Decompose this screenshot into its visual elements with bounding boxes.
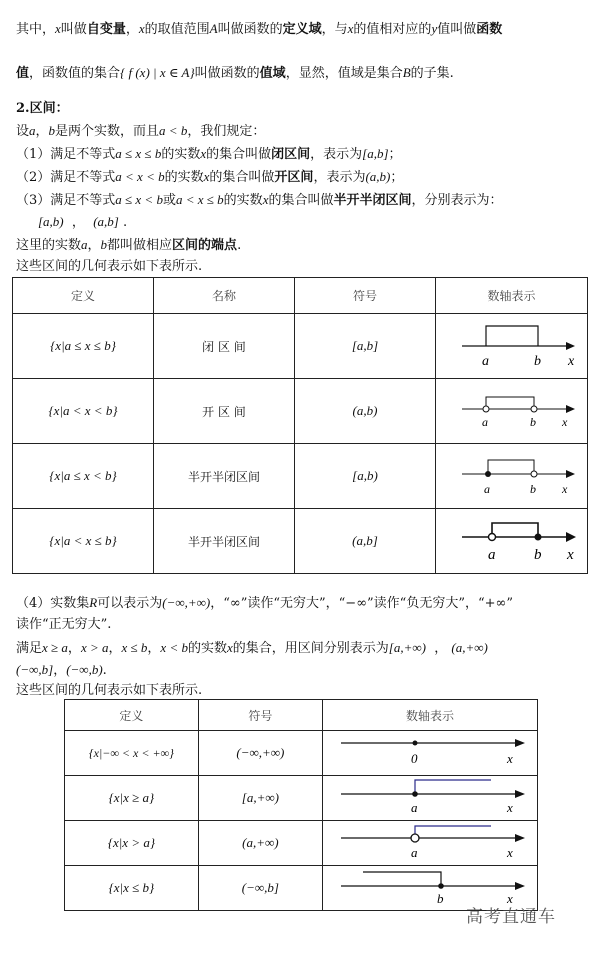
- cell-name: 半开半闭区间: [154, 444, 295, 509]
- intervals-table: [12, 277, 588, 574]
- cell-number-line: [436, 509, 588, 574]
- table-row: [65, 731, 538, 776]
- label-x: x: [566, 547, 574, 563]
- term-independent-variable: 自变量: [86, 22, 126, 37]
- table-row: [13, 314, 588, 379]
- definition-open-interval: （2）满足不等式a < x < b的实数x的集合叫做开区间，表示为(a,b)；: [16, 169, 404, 185]
- infinite-intervals-table: [64, 699, 538, 911]
- section-2-premise: 设a，b是两个实数，而且a < b，我们规定：: [16, 123, 266, 139]
- number-line-x-le-b: [323, 866, 537, 906]
- cell-symbol: (−∞,b]: [198, 866, 322, 911]
- number-line-closed: [442, 314, 582, 374]
- label-a: a: [481, 415, 488, 429]
- number-line-right-closed: [442, 509, 582, 569]
- cell-number-line: [436, 314, 588, 379]
- label-x: x: [507, 751, 513, 766]
- term-domain: 定义域: [282, 22, 322, 37]
- table-header-row: [65, 700, 538, 731]
- intro-line-2: 值，函数值的集合{ f (x) | x ∈ A}叫做函数的值域，显然，值域是集合B的子集.: [16, 65, 454, 81]
- cell-number-line: [323, 731, 538, 776]
- header-symbol: 符号: [295, 278, 436, 314]
- cell-symbol: (a,b): [295, 379, 436, 444]
- number-line-open: [442, 379, 582, 439]
- number-line-x-ge-a: [323, 776, 537, 816]
- watermark: 高考直通车: [466, 907, 556, 927]
- label-x: x: [507, 800, 513, 815]
- header-name: 名称: [154, 278, 295, 314]
- section-4-line-4: (−∞,b]，(−∞,b).: [16, 662, 107, 678]
- cell-number-line: [323, 776, 538, 821]
- table2-intro: 这些区间的几何表示如下表所示.: [16, 683, 203, 698]
- cell-definition: {x|a ≤ x < b}: [13, 444, 154, 509]
- half-open-notation: [a,b) ， (a,b] .: [38, 214, 128, 230]
- number-line-x-gt-a: [323, 821, 537, 861]
- intro-line-1: 其中，x叫做自变量，x的取值范围A叫做函数的定义域，与x的值相对应的y值叫做函数: [16, 21, 503, 37]
- cell-name: 开 区 间: [154, 379, 295, 444]
- number-line-all-reals: [323, 731, 537, 771]
- table-header-row: [13, 278, 588, 314]
- number-line-left-closed: [442, 444, 582, 504]
- cell-symbol: (a,+∞): [198, 821, 322, 866]
- label-a: a: [487, 547, 495, 563]
- cell-symbol: (−∞,+∞): [198, 731, 322, 776]
- definition-half-open-interval: （3）满足不等式a ≤ x < b或a < x ≤ b的实数x的集合叫做半开半闭区间，分别表示为：: [16, 192, 503, 208]
- label-x: x: [561, 415, 567, 429]
- section-4-line-2: 读作“正无穷大”.: [16, 617, 112, 632]
- header-definition: 定义: [13, 278, 154, 314]
- label-a: a: [411, 845, 418, 860]
- cell-definition: {x|x > a}: [65, 821, 199, 866]
- label-x: x: [561, 482, 567, 496]
- table-row: [13, 379, 588, 444]
- header-definition: 定义: [65, 700, 199, 731]
- table1-intro: 这些区间的几何表示如下表所示.: [16, 259, 203, 274]
- section-2-heading: 2.区间：: [16, 101, 69, 116]
- cell-definition: {x|−∞ < x < +∞}: [65, 731, 199, 776]
- label-zero: 0: [411, 751, 418, 766]
- label-b: b: [533, 354, 541, 369]
- cell-definition: {x|x ≥ a}: [65, 776, 199, 821]
- definition-closed-interval: （1）满足不等式a ≤ x ≤ b的实数x的集合叫做闭区间，表示为[a,b]；: [16, 146, 402, 162]
- cell-symbol: [a,+∞): [198, 776, 322, 821]
- header-symbol: 符号: [198, 700, 322, 731]
- cell-number-line: [436, 444, 588, 509]
- cell-name: 半开半闭区间: [154, 509, 295, 574]
- cell-symbol: (a,b]: [295, 509, 436, 574]
- term-range: 值域: [259, 66, 286, 81]
- cell-definition: {x|a < x < b}: [13, 379, 154, 444]
- label-a: a: [481, 354, 489, 369]
- cell-name: 闭 区 间: [154, 314, 295, 379]
- table-row: [65, 821, 538, 866]
- header-number-line: 数轴表示: [436, 278, 588, 314]
- cell-number-line: [323, 821, 538, 866]
- label-a: a: [483, 482, 490, 496]
- table-row: [13, 509, 588, 574]
- table-row: [13, 444, 588, 509]
- table-row: [65, 776, 538, 821]
- label-a: a: [411, 800, 418, 815]
- cell-symbol: [a,b]: [295, 314, 436, 379]
- cell-definition: {x|a < x ≤ b}: [13, 509, 154, 574]
- cell-number-line: [436, 379, 588, 444]
- cell-symbol: [a,b): [295, 444, 436, 509]
- section-4-line-1: （4）实数集R可以表示为(−∞,+∞)，“∞”读作“无穷大”，“−∞”读作“负无穷大”，“+∞”: [16, 595, 513, 611]
- cell-definition: {x|x ≤ b}: [65, 866, 199, 911]
- cell-definition: {x|a ≤ x ≤ b}: [13, 314, 154, 379]
- label-x: x: [507, 845, 513, 860]
- label-x: x: [567, 354, 574, 369]
- label-x: x: [507, 891, 513, 906]
- label-b: b: [437, 891, 444, 906]
- label-b: b: [529, 415, 536, 429]
- label-b: b: [529, 482, 536, 496]
- section-4-line-3: 满足x ≥ a，x > a，x ≤ b，x < b的实数x的集合，用区间分别表示为[a,+∞) ， (a,+∞): [16, 640, 488, 656]
- label-b: b: [533, 547, 541, 563]
- endpoint-definition: 这里的实数a，b都叫做相应区间的端点.: [16, 237, 242, 253]
- header-number-line: 数轴表示: [323, 700, 538, 731]
